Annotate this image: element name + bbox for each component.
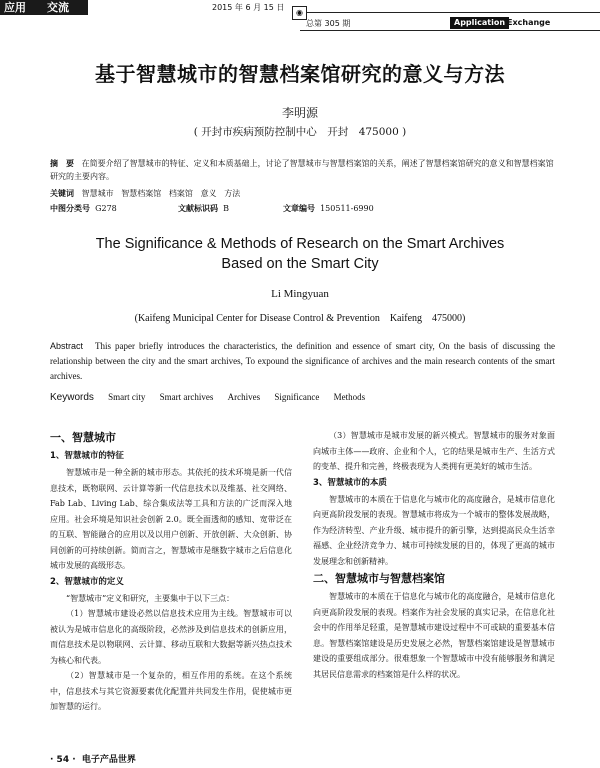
article-number-label: 文章编号 xyxy=(283,204,315,213)
body-column-right xyxy=(313,428,555,682)
header-exchange-label: Exchange xyxy=(507,18,551,27)
keyword-english: Significance xyxy=(274,392,320,402)
paragraph: 智慧城市是一种全新的城市形态。其依托的技术环境是新一代信息技术，既物联网、云计算等新一代信息技术以及维基、社交网络、Fab Lab、Living Lab、综合集成法等工具和方法的广泛而深入地应用。社会环境是知识社会创新 2.0。既全面透彻的感知、宽带泛在的互联、智能融合的应用以及以用户创新、开放创新、大众创新、协同创新的可持续创新。简而言之，智慧城市是继数字城市之后信息化城市发展的高级形态。 xyxy=(50,468,292,570)
paper-title-english xyxy=(0,234,600,274)
affiliation-chinese: ( 开封市疾病预防控制中心 开封 475000 ) xyxy=(193,126,407,138)
paragraph: （2）智慧城市是一个复杂的，相互作用的系统。在这个系统中，信息技术与其它资源要素优化配置并共同发生作用，促使城市更加智慧的运行。 xyxy=(50,671,292,711)
keywords-label-english: Keywords xyxy=(50,392,94,403)
author-english: Li Mingyuan xyxy=(271,288,329,300)
keyword-chinese: 档案馆 xyxy=(168,189,193,198)
document-code-label: 文献标识码 xyxy=(178,204,218,213)
keywords-chinese xyxy=(50,187,555,200)
abstract-text-english: This paper briefly introduces the characteristics, the definition and essence of smart city, On the basis of discussing the relationship between the city and the smart archives, To expound the significance of archives and the main research contents of the smart archives. xyxy=(50,341,555,381)
header-application-label: Application xyxy=(450,17,509,29)
header-issue-number: 总第 305 期 xyxy=(306,19,351,28)
subsection-heading: 1、智慧城市的特征 xyxy=(50,451,124,461)
article-number-value: 150511-6990 xyxy=(320,204,374,213)
clc-number xyxy=(50,203,117,214)
body-column-left xyxy=(50,428,292,715)
page-number: · 54 · xyxy=(50,755,76,765)
journal-logo-icon: ◉ xyxy=(292,6,307,20)
abstract-label-chinese: 摘 要 xyxy=(50,159,74,168)
article-number xyxy=(283,203,374,214)
keyword-chinese: 方法 xyxy=(224,189,241,198)
paragraph: 智慧城市的本质在于信息化与城市化的高度融合，是城市信息化向更高阶段发展的表现。档案作为社会发展的真实记录，在信息化社会中的作用举足轻重，是智慧城市建设过程中不可或缺的重要基本信息。智慧档案馆建设是历史发展之必然，智慧档案馆建设是智慧城市建设的重要组成部分。很难想象一个智慧城市中没有能够服务和满足其居民信息需求的档案馆是什么样的状况。 xyxy=(313,592,555,679)
document-code xyxy=(178,203,229,214)
paper-title-english-line1: The Significance & Methods of Research on the Smart Archives xyxy=(95,236,505,252)
paper-title-chinese: 基于智慧城市的智慧档案馆研究的意义与方法 xyxy=(95,62,505,86)
header-rule-bottom xyxy=(300,30,600,31)
paper-title-english-line2: Based on the Smart City xyxy=(221,256,379,272)
paragraph: （3）智慧城市是城市发展的新兴模式。智慧城市的服务对象面向城市主体——政府、企业和个人，它的结果是城市生产、生活方式的变革、提升和完善，终极表现为人类拥有更美好的城市生活。 xyxy=(313,431,555,471)
keyword-chinese: 智慧档案馆 xyxy=(121,189,162,198)
keyword-english: Smart city xyxy=(108,392,146,402)
keyword-chinese: 意义 xyxy=(200,189,217,198)
keyword-english: Archives xyxy=(227,392,261,402)
page-footer xyxy=(50,752,136,765)
header-date: 2015 年 6 月 15 日 xyxy=(212,3,285,12)
clc-value: G278 xyxy=(95,204,117,213)
affiliation-english: (Kaifeng Municipal Center for Disease Control & Prevention Kaifeng 475000) xyxy=(134,313,466,324)
keyword-chinese: 智慧城市 xyxy=(81,189,114,198)
paragraph: 智慧城市的本质在于信息化与城市化的高度融合，是城市信息化向更高阶段发展的表现。智慧城市将成为一个城市的整体发展战略，作为经济转型、产业升级、城市提升的新引擎，达到提高民众生活幸福感、企业经济竞争力、城市可持续发展的目的，体现了更高的城市发展理念和创新精神。 xyxy=(313,494,555,566)
header-tag-application: 应用 xyxy=(4,1,26,14)
section-heading: 二、智慧城市与智慧档案馆 xyxy=(313,572,445,585)
paragraph: （1）智慧城市建设必然以信息技术应用为主线。智慧城市可以被认为是城市信息化的高级阶段，必然涉及到信息技术的创新应用，而信息技术是以物联网、云计算、移动互联和大数据等新兴热点技术为核心和代表。 xyxy=(50,609,292,665)
paragraph: “智慧城市”定义和研究，主要集中于以下三点： xyxy=(66,593,235,603)
keywords-english xyxy=(50,392,365,403)
abstract-label-english: Abstract xyxy=(50,341,84,351)
keyword-english: Methods xyxy=(333,392,366,402)
keywords-label-chinese: 关键词 xyxy=(50,189,74,198)
header-rule-top xyxy=(300,12,600,13)
keyword-english: Smart archives xyxy=(159,392,214,402)
document-code-value: B xyxy=(223,204,229,213)
abstract-english xyxy=(50,339,555,384)
subsection-heading: 3、智慧城市的本质 xyxy=(313,477,387,488)
abstract-chinese xyxy=(50,157,555,183)
author-chinese: 李明源 xyxy=(281,106,318,120)
abstract-text-chinese: 在简要介绍了智慧城市的特征、定义和本质基础上，讨论了智慧城市与智慧档案馆的关系，阐述了智慧档案馆研究的意义和智慧档案馆研究的主要内容。 xyxy=(50,159,554,181)
section-heading: 一、智慧城市 xyxy=(50,431,116,444)
header-tag-exchange: 交流 xyxy=(47,1,69,14)
clc-label: 中图分类号 xyxy=(50,204,90,213)
journal-name: 电子产品世界 xyxy=(81,755,136,765)
subsection-heading: 2、智慧城市的定义 xyxy=(50,576,124,587)
